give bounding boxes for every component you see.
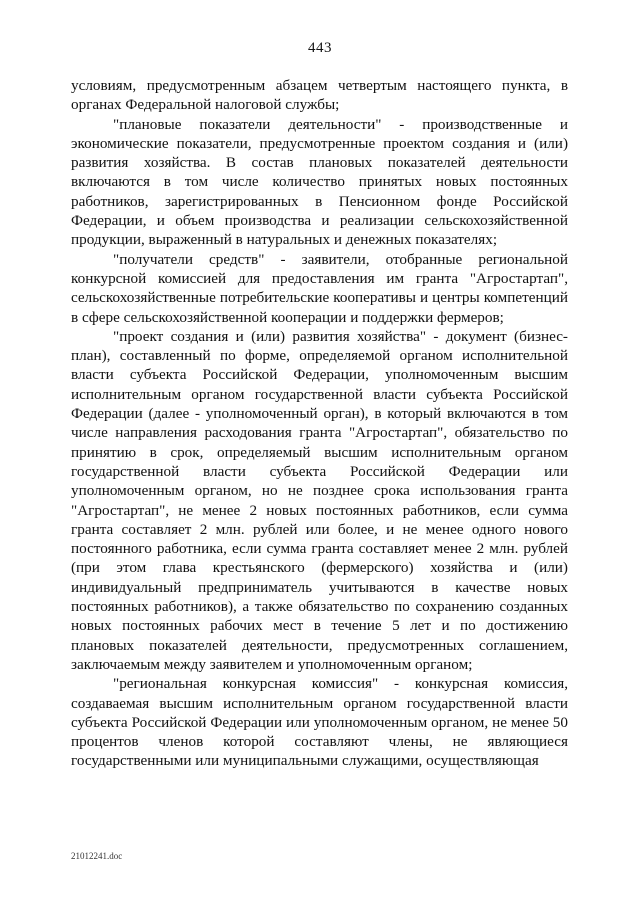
page-number: 443: [308, 40, 332, 56]
footer-filename: 21012241.doc: [71, 851, 123, 861]
paragraph-farm-project: "проект создания и (или) развития хозяйства" - документ (бизнес-план), составленный по форме, определяемой органом исполнительной власти субъекта Российской Федерации, уполномоченным высшим исполнительным органом государственной власти субъекта Российской Федерации (далее - уполномоченный орган), в который включаются в том числе направления расходования гранта "Агростартап", обязательство по принятию в срок, определяемый высшим исполнительным органом государственной власти субъекта Российской Федерации или уполномоченным органом, но не позднее срока использования гранта "Агростартап", не менее 2 новых постоянных работников, если сумма гранта составляет 2 млн. рублей или более, и не менее одного нового постоянного работника, если сумма гранта составляет менее 2 млн. рублей (при этом глава крестьянского (фермерского) хозяйства и (или) индивидуальный предприниматель учитываются в качестве новых постоянных работников), а также обязательство по сохранению созданных новых постоянных рабочих мест в течение 5 лет и по достижению плановых показателей деятельности, предусмотренных соглашением, заключаемым между заявителем и уполномоченным органом;: [71, 327, 568, 673]
paragraph-tax-service-clause: условиям, предусмотренным абзацем четвертым настоящего пункта, в органах Федеральной налоговой службы;: [71, 77, 568, 114]
document-body: [71, 76, 568, 771]
paragraph-regional-commission: "региональная конкурсная комиссия" - конкурсная комиссия, создаваемая высшим исполнительным органом государственной власти субъекта Российской Федерации или уполномоченным органом, не менее 50 процентов членов которой составляют члены, не являющиеся государственными или муниципальными служащими, осуществляющая: [71, 675, 568, 770]
paragraph-fund-recipients: "получатели средств" - заявители, отобранные региональной конкурсной комиссией для предоставления им гранта "Агростартап", сельскохозяйственные потребительские кооперативы и центры компетенций в сфере сельскохозяйственной кооперации и поддержки фермеров;: [71, 250, 568, 326]
paragraph-planned-indicators: "плановые показатели деятельности" - производственные и экономические показатели, предусмотренные проектом создания и (или) развития хозяйства. В состав плановых показателей деятельности включаются в том числе количество принятых новых постоянных работников, зарегистрированных в Пенсионном фонде Российской Федерации, и объем производства и реализации сельскохозяйственной продукции, выраженный в натуральных и денежных показателях;: [71, 115, 568, 249]
